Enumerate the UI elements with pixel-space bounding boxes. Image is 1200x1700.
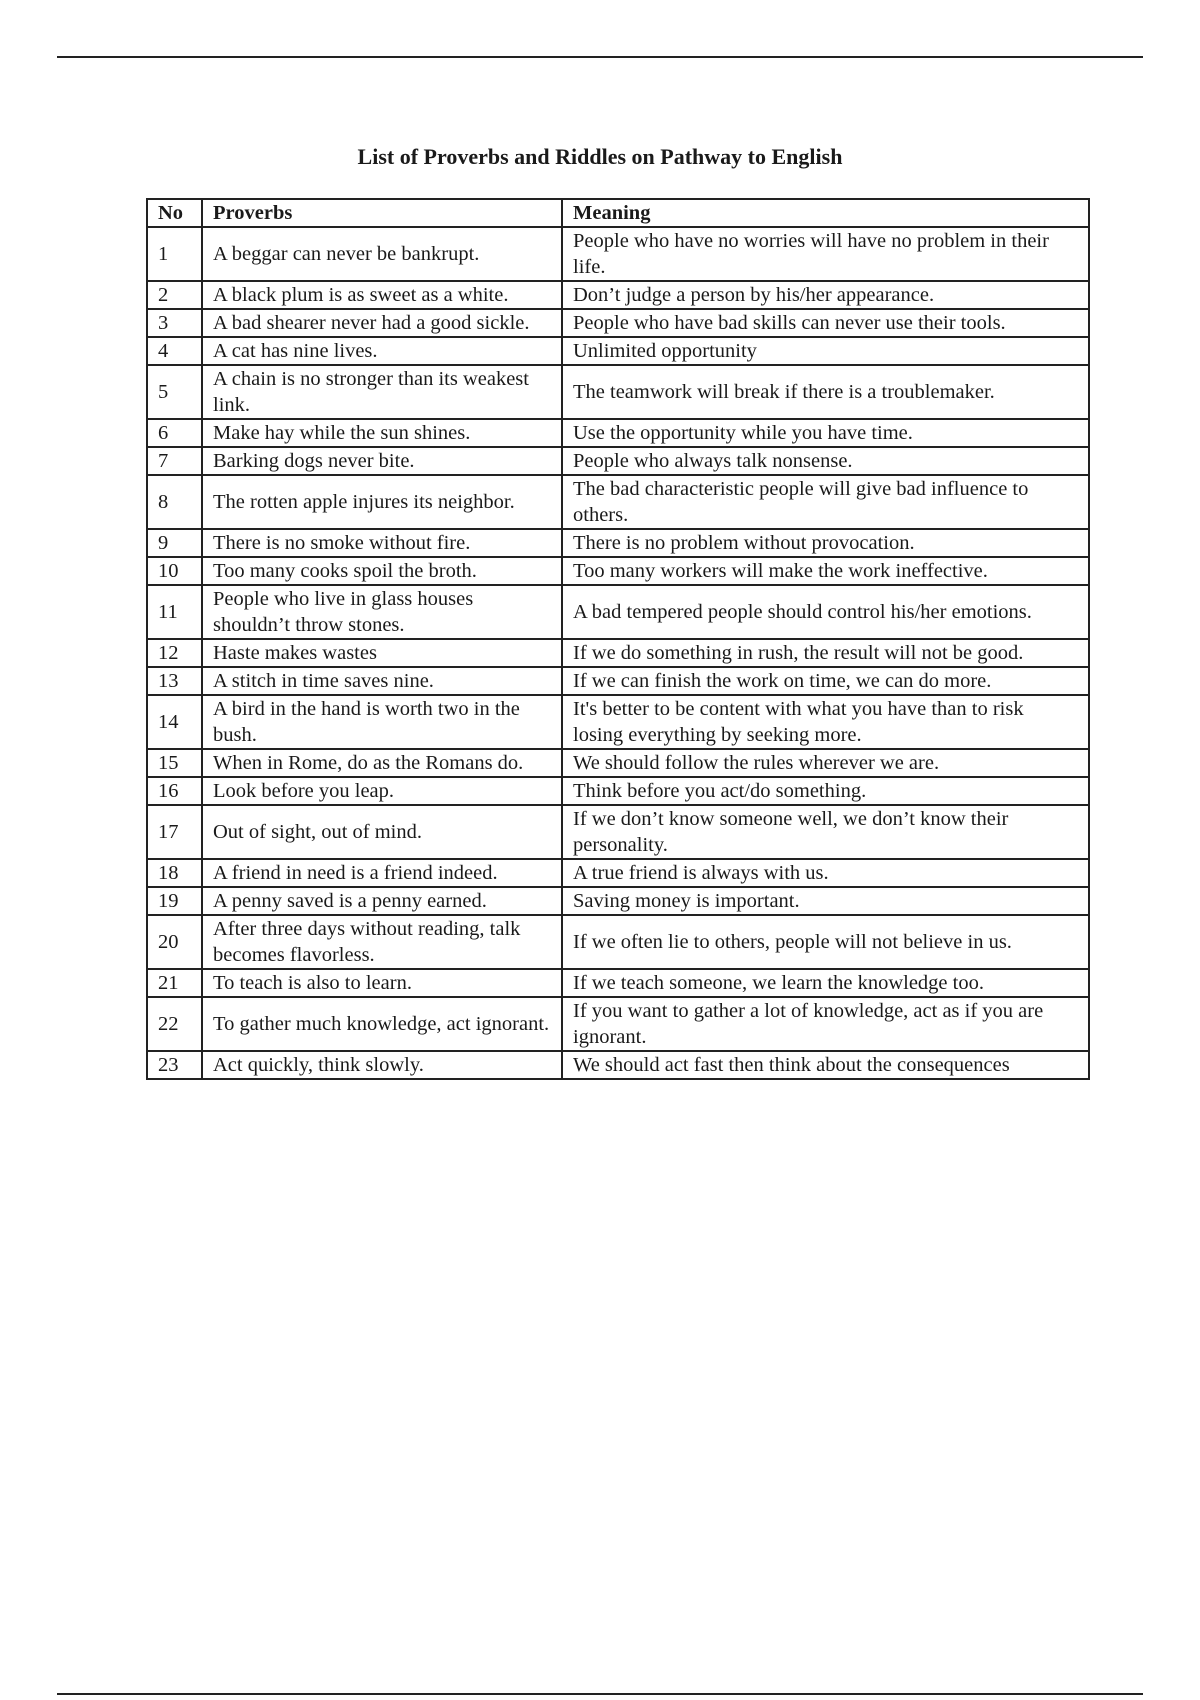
row-number: 17 [147, 805, 202, 859]
table-row [147, 805, 1089, 859]
meaning-cell: A true friend is always with us. [562, 859, 1089, 887]
proverb-cell: Out of sight, out of mind. [202, 805, 562, 859]
proverb-cell: A chain is no stronger than its weakest link. [202, 365, 562, 419]
row-number: 7 [147, 447, 202, 475]
meaning-cell: Saving money is important. [562, 887, 1089, 915]
meaning-cell: If you want to gather a lot of knowledge, act as if you are ignorant. [562, 997, 1089, 1051]
meaning-cell: People who have no worries will have no problem in their life. [562, 227, 1089, 281]
proverb-cell: Make hay while the sun shines. [202, 419, 562, 447]
proverbs-table [146, 198, 1090, 1080]
row-number: 18 [147, 859, 202, 887]
table-row [147, 365, 1089, 419]
proverb-cell: After three days without reading, talk becomes flavorless. [202, 915, 562, 969]
row-number: 22 [147, 997, 202, 1051]
table-row [147, 887, 1089, 915]
proverb-cell: To gather much knowledge, act ignorant. [202, 997, 562, 1051]
table-row [147, 419, 1089, 447]
proverb-cell: A friend in need is a friend indeed. [202, 859, 562, 887]
proverb-cell: There is no smoke without fire. [202, 529, 562, 557]
table-row [147, 749, 1089, 777]
bottom-rule [57, 1693, 1143, 1695]
top-rule [57, 56, 1143, 58]
document-title: List of Proverbs and Riddles on Pathway to English [357, 144, 843, 169]
proverb-cell: Too many cooks spoil the broth. [202, 557, 562, 585]
table-header-row [147, 199, 1089, 227]
meaning-cell: People who have bad skills can never use their tools. [562, 309, 1089, 337]
meaning-cell: Too many workers will make the work ineffective. [562, 557, 1089, 585]
row-number: 6 [147, 419, 202, 447]
row-number: 13 [147, 667, 202, 695]
proverb-cell: To teach is also to learn. [202, 969, 562, 997]
meaning-cell: If we often lie to others, people will not believe in us. [562, 915, 1089, 969]
row-number: 21 [147, 969, 202, 997]
meaning-cell: Use the opportunity while you have time. [562, 419, 1089, 447]
meaning-cell: Unlimited opportunity [562, 337, 1089, 365]
meaning-cell: A bad tempered people should control his/her emotions. [562, 585, 1089, 639]
table-row [147, 447, 1089, 475]
row-number: 1 [147, 227, 202, 281]
row-number: 15 [147, 749, 202, 777]
proverb-cell: Barking dogs never bite. [202, 447, 562, 475]
table-row [147, 969, 1089, 997]
meaning-cell: If we don’t know someone well, we don’t know their personality. [562, 805, 1089, 859]
row-number: 12 [147, 639, 202, 667]
proverb-cell: A penny saved is a penny earned. [202, 887, 562, 915]
table-row [147, 859, 1089, 887]
proverb-cell: Haste makes wastes [202, 639, 562, 667]
header-no: No [147, 199, 202, 227]
table-row [147, 557, 1089, 585]
meaning-cell: If we teach someone, we learn the knowledge too. [562, 969, 1089, 997]
table-row [147, 227, 1089, 281]
proverb-cell: A cat has nine lives. [202, 337, 562, 365]
table-row [147, 695, 1089, 749]
proverb-cell: A stitch in time saves nine. [202, 667, 562, 695]
proverb-cell: A black plum is as sweet as a white. [202, 281, 562, 309]
meaning-cell: If we can finish the work on time, we can do more. [562, 667, 1089, 695]
row-number: 11 [147, 585, 202, 639]
row-number: 16 [147, 777, 202, 805]
table-body [147, 227, 1089, 1079]
header-proverbs: Proverbs [202, 199, 562, 227]
meaning-cell: People who always talk nonsense. [562, 447, 1089, 475]
meaning-cell: The teamwork will break if there is a troublemaker. [562, 365, 1089, 419]
table-row [147, 667, 1089, 695]
table-row [147, 585, 1089, 639]
proverb-cell: A bird in the hand is worth two in the bush. [202, 695, 562, 749]
row-number: 2 [147, 281, 202, 309]
row-number: 20 [147, 915, 202, 969]
meaning-cell: If we do something in rush, the result will not be good. [562, 639, 1089, 667]
table-row [147, 1051, 1089, 1079]
proverb-cell: People who live in glass houses shouldn’t throw stones. [202, 585, 562, 639]
proverb-cell: A bad shearer never had a good sickle. [202, 309, 562, 337]
row-number: 9 [147, 529, 202, 557]
table-row [147, 777, 1089, 805]
meaning-cell: We should act fast then think about the consequences [562, 1051, 1089, 1079]
proverb-cell: A beggar can never be bankrupt. [202, 227, 562, 281]
table-row [147, 337, 1089, 365]
row-number: 23 [147, 1051, 202, 1079]
header-meaning: Meaning [562, 199, 1089, 227]
row-number: 3 [147, 309, 202, 337]
row-number: 8 [147, 475, 202, 529]
table-row [147, 281, 1089, 309]
proverb-cell: Look before you leap. [202, 777, 562, 805]
row-number: 10 [147, 557, 202, 585]
proverb-cell: Act quickly, think slowly. [202, 1051, 562, 1079]
table-row [147, 997, 1089, 1051]
row-number: 4 [147, 337, 202, 365]
table-row [147, 475, 1089, 529]
meaning-cell: There is no problem without provocation. [562, 529, 1089, 557]
meaning-cell: We should follow the rules wherever we are. [562, 749, 1089, 777]
row-number: 19 [147, 887, 202, 915]
table-row [147, 529, 1089, 557]
meaning-cell: Don’t judge a person by his/her appearance. [562, 281, 1089, 309]
meaning-cell: Think before you act/do something. [562, 777, 1089, 805]
table-row [147, 309, 1089, 337]
proverb-cell: The rotten apple injures its neighbor. [202, 475, 562, 529]
row-number: 14 [147, 695, 202, 749]
meaning-cell: It's better to be content with what you have than to risk losing everything by seeking more. [562, 695, 1089, 749]
proverb-cell: When in Rome, do as the Romans do. [202, 749, 562, 777]
table-row [147, 639, 1089, 667]
table-row [147, 915, 1089, 969]
row-number: 5 [147, 365, 202, 419]
meaning-cell: The bad characteristic people will give bad influence to others. [562, 475, 1089, 529]
